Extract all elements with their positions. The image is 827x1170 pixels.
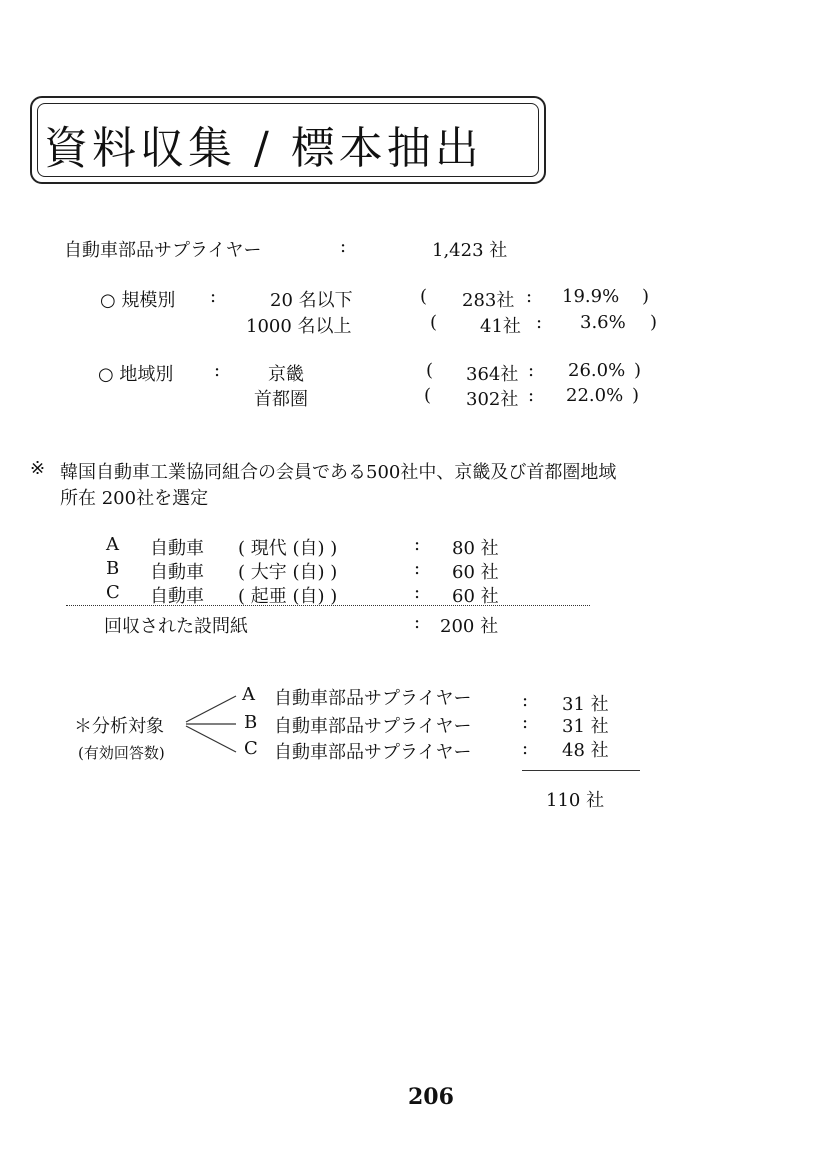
analysis-row-1-name: 自動車部品サプライヤー xyxy=(274,716,472,737)
size-row-1-pct: 3.6% xyxy=(580,312,626,333)
region-row-0-sep: : xyxy=(528,360,535,381)
page-title: 資料収集 / 標本抽出 xyxy=(44,123,483,174)
size-label: ○ 規模別 xyxy=(100,290,176,311)
maker-0-name: 自動車 xyxy=(150,538,204,559)
maker-1-letter: B xyxy=(106,558,120,579)
maker-0-count: 80 社 xyxy=(452,538,499,559)
maker-1-paren: ( 大宇 (自) ) xyxy=(238,562,338,583)
analysis-row-2-name: 自動車部品サプライヤー xyxy=(274,742,472,763)
region-row-1-category: 首都圏 xyxy=(254,389,308,410)
size-row-1-close: ) xyxy=(650,312,658,333)
region-row-0-category: 京畿 xyxy=(268,364,304,385)
size-row-1-count: 41社 xyxy=(480,316,521,337)
analysis-row-1-count: 31 社 xyxy=(562,716,609,737)
maker-2-name: 自動車 xyxy=(150,586,204,607)
suppliers-colon: : xyxy=(340,236,347,257)
note-line-2: 所在 200社を選定 xyxy=(60,488,209,509)
size-row-1-open: ( xyxy=(430,312,438,333)
analysis-row-2-count: 48 社 xyxy=(562,740,609,761)
maker-2-paren: ( 起亜 (自) ) xyxy=(238,586,338,607)
suppliers-count: 1,423 社 xyxy=(432,240,508,261)
note-line-1: 韓国自動車工業協同組合の会員である500社中、京畿及び首都圏地域 xyxy=(60,462,617,483)
size-row-1-sep: : xyxy=(536,312,543,333)
collected-colon: : xyxy=(414,612,421,633)
size-row-0-sep: : xyxy=(526,286,533,307)
region-colon: : xyxy=(214,360,221,381)
maker-2-letter: C xyxy=(106,582,120,603)
region-row-0-close: ) xyxy=(634,360,642,381)
analysis-total-line xyxy=(522,770,640,771)
collected-count: 200 社 xyxy=(440,616,499,637)
region-row-0-count: 364社 xyxy=(466,364,519,385)
analysis-row-2-colon: : xyxy=(522,738,529,759)
size-row-0-open: ( xyxy=(420,286,428,307)
maker-0-colon: : xyxy=(414,534,421,555)
title-box xyxy=(30,96,546,184)
size-row-1-category: 1000 名以上 xyxy=(246,316,352,337)
analysis-row-0-letter: A xyxy=(242,684,255,705)
maker-0-paren: ( 現代 (自) ) xyxy=(238,538,338,559)
size-row-0-count: 283社 xyxy=(462,290,515,311)
region-row-1-open: ( xyxy=(424,385,432,406)
analysis-row-0-colon: : xyxy=(522,690,529,711)
maker-2-colon: : xyxy=(414,582,421,603)
analysis-row-1-colon: : xyxy=(522,712,529,733)
region-row-1-count: 302社 xyxy=(466,389,519,410)
region-row-1-pct: 22.0% xyxy=(566,385,624,406)
analysis-sublabel: (有効回答数) xyxy=(78,744,165,762)
size-row-0-category: 20 名以下 xyxy=(270,290,353,311)
analysis-row-0-name: 自動車部品サプライヤー xyxy=(274,688,472,709)
analysis-row-0-count: 31 社 xyxy=(562,694,609,715)
maker-1-name: 自動車 xyxy=(150,562,204,583)
suppliers-label: 自動車部品サプライヤー xyxy=(64,240,262,261)
region-row-0-open: ( xyxy=(426,360,434,381)
maker-2-count: 60 社 xyxy=(452,586,499,607)
size-colon: : xyxy=(210,286,217,307)
analysis-total: 110 社 xyxy=(546,790,605,811)
region-row-0-pct: 26.0% xyxy=(568,360,626,381)
region-row-1-sep: : xyxy=(528,385,535,406)
maker-1-colon: : xyxy=(414,558,421,579)
analysis-label: ＊分析対象 xyxy=(74,716,164,737)
size-row-0-close: ) xyxy=(642,286,650,307)
collected-label: 回収された設問紙 xyxy=(104,616,248,637)
analysis-branch-lines xyxy=(182,690,240,760)
region-label: ○ 地域別 xyxy=(98,364,174,385)
maker-0-letter: A xyxy=(106,534,119,555)
page-number: 206 xyxy=(408,1084,454,1110)
makers-divider xyxy=(66,605,590,606)
analysis-row-1-letter: B xyxy=(244,712,258,733)
analysis-row-2-letter: C xyxy=(244,738,258,759)
maker-1-count: 60 社 xyxy=(452,562,499,583)
region-row-1-close: ) xyxy=(632,385,640,406)
note-mark: ※ xyxy=(30,458,46,479)
size-row-0-pct: 19.9% xyxy=(562,286,620,307)
